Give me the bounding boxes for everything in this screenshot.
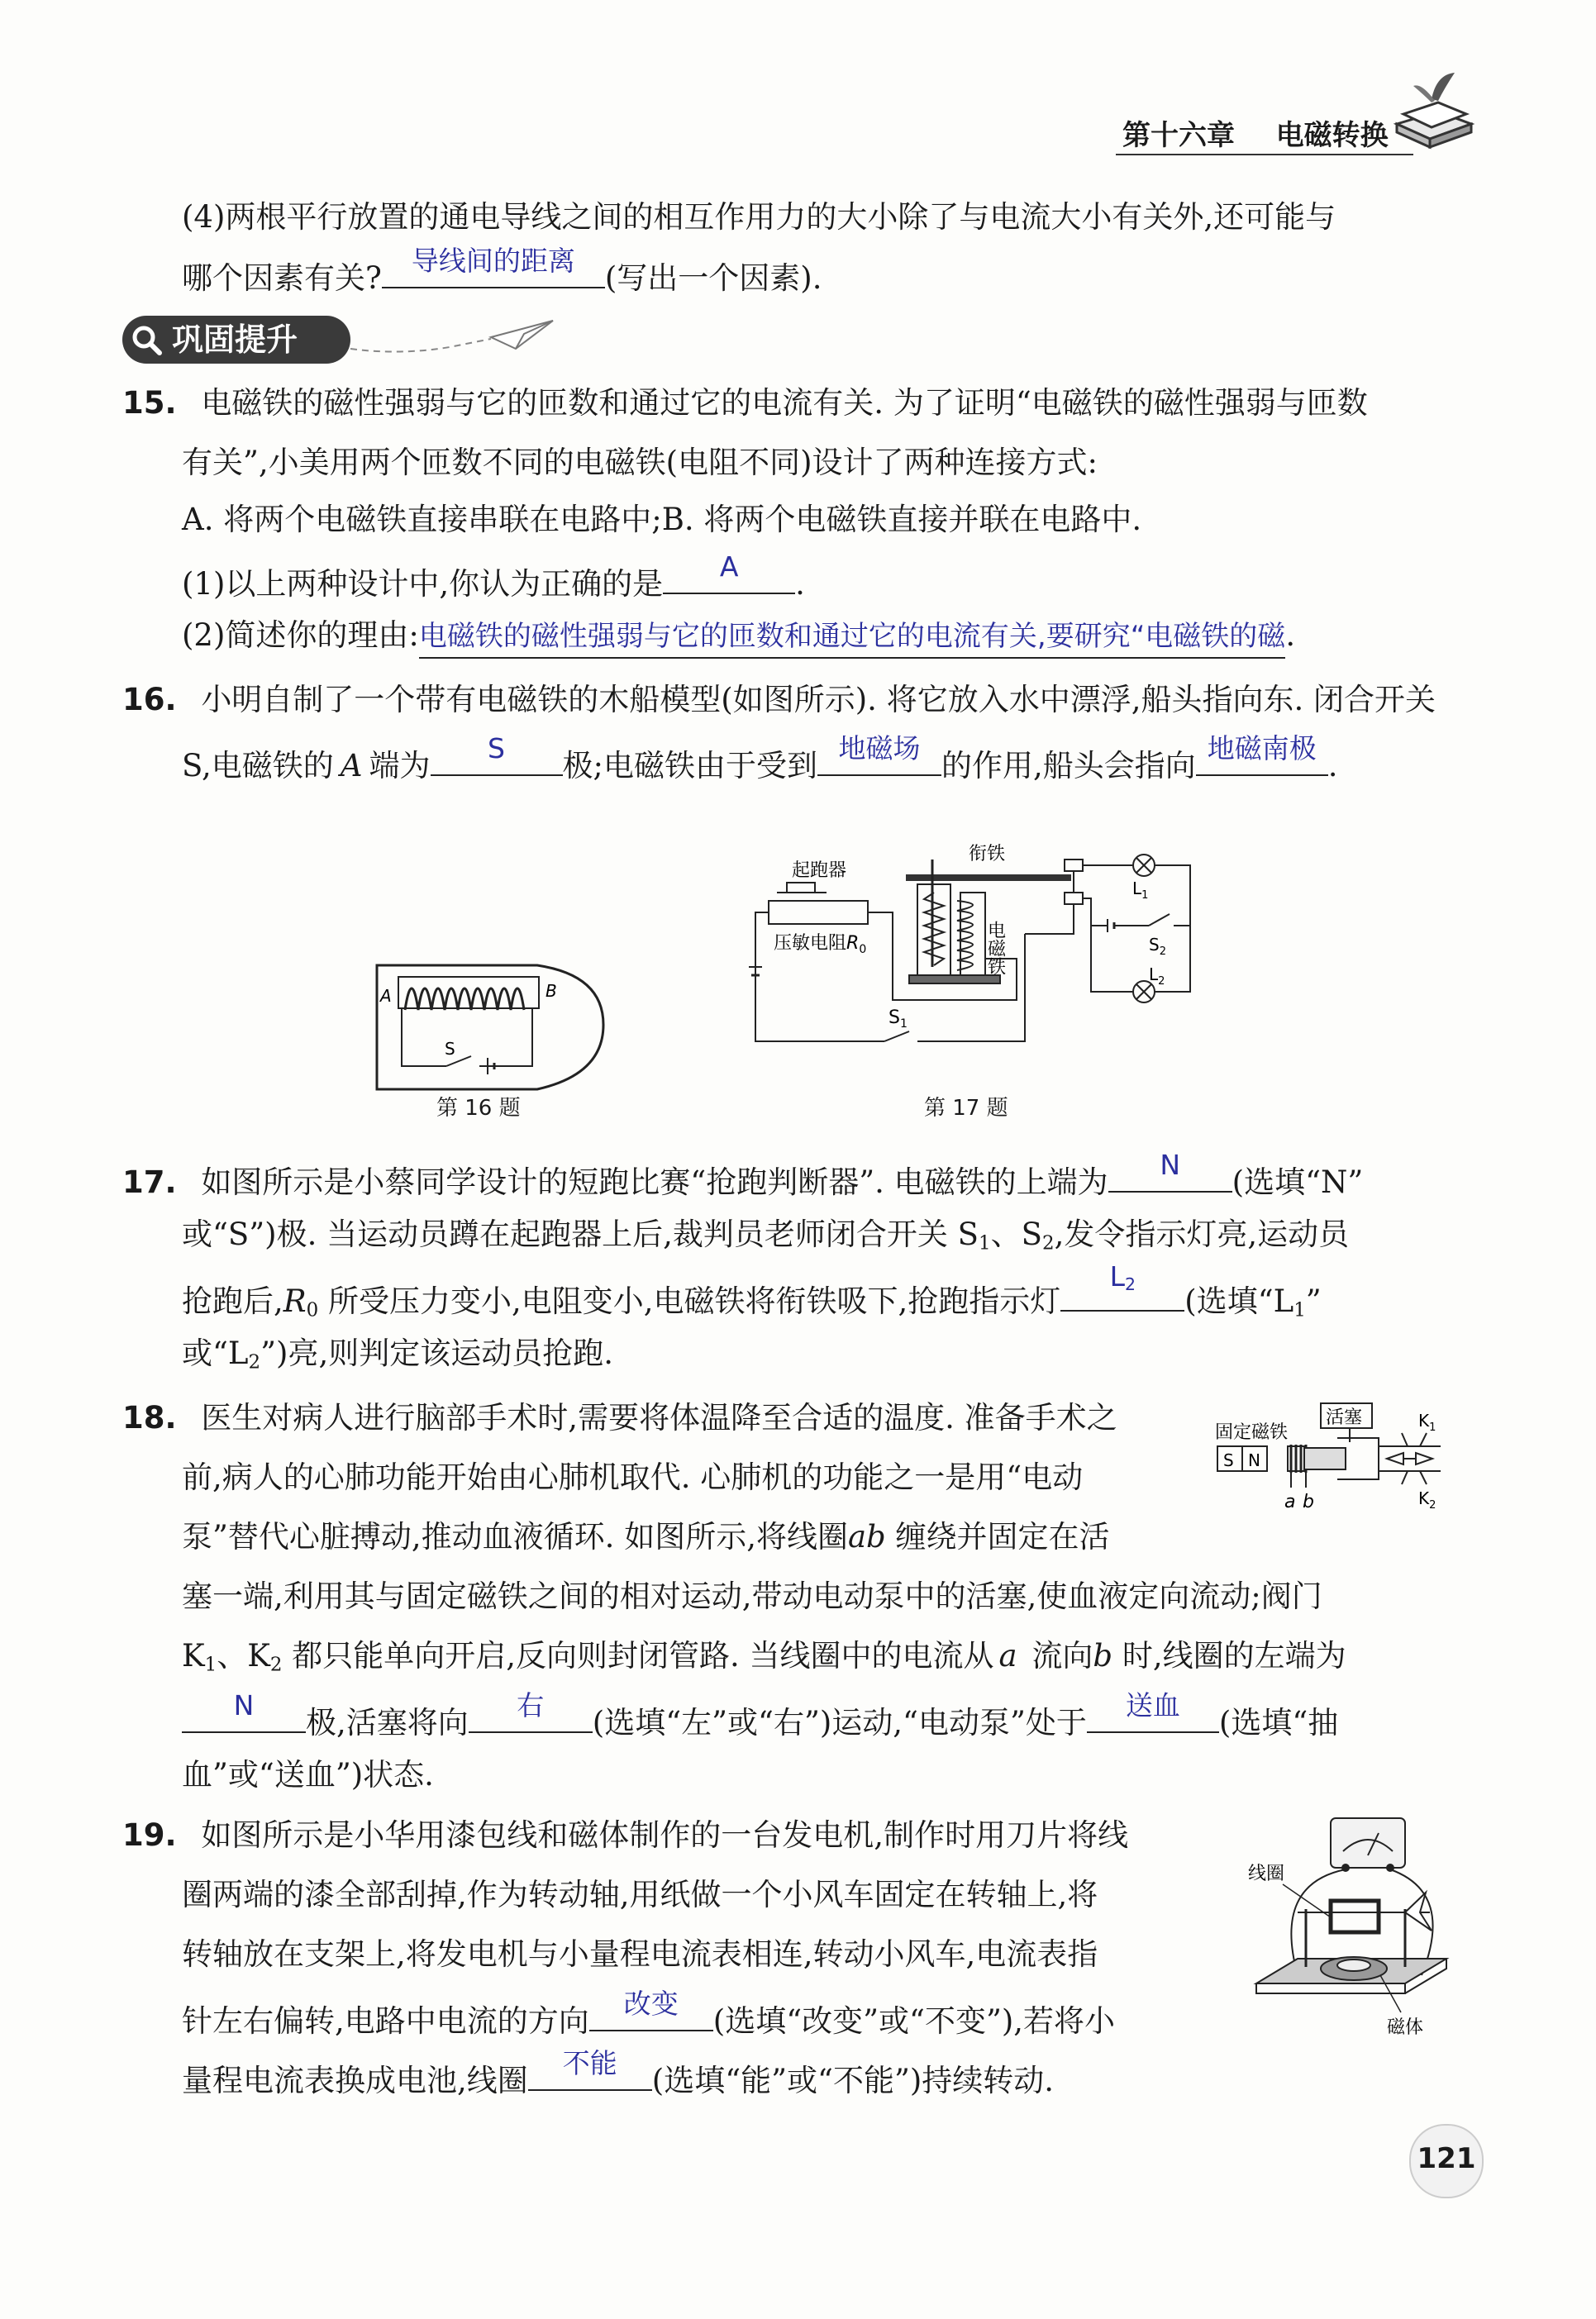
q18-text6b: (选填“左”或“右”)运动,“电动泵”处于 xyxy=(592,1705,1087,1740)
q18-answer3: 送血 xyxy=(1125,1689,1180,1721)
q19-text4-post: (选填“改变”或“不变”),若将小 xyxy=(712,2003,1116,2039)
fig17-s2 xyxy=(1149,935,1166,958)
q17-text3-end: ” xyxy=(1305,1283,1322,1319)
page-number-badge xyxy=(1409,2124,1484,2198)
q19-number: 19. xyxy=(122,1817,177,1853)
q18-text5-b: b xyxy=(1093,1638,1113,1674)
q18-answer1: N xyxy=(233,1689,255,1721)
q18-text3-pre: 泵”替代心脏搏动,推动血液循环. 如图所示,将线圈 xyxy=(182,1519,848,1555)
q18-line2 xyxy=(182,1457,1083,1498)
search-icon xyxy=(131,324,164,357)
q19-text5-post: (选填“能”或“不能”)持续转动. xyxy=(651,2063,1055,2098)
q18-text5-mid1: 、K xyxy=(217,1638,270,1674)
q14-text2-post: (写出一个因素). xyxy=(604,260,822,296)
fig18-n-label: N xyxy=(1248,1450,1260,1470)
fig17-l2 xyxy=(1149,964,1165,988)
fig18-k2 xyxy=(1418,1488,1436,1512)
q16-text2d: 的作用,船头会指向 xyxy=(941,748,1196,783)
q17-text2: 或“S”)极. 当运动员蹲在起跑器上后,裁判员老师闭合开关 S xyxy=(182,1217,979,1252)
q19-blank2 xyxy=(528,2047,652,2091)
fig16-label-b: B xyxy=(545,981,557,1001)
q19-answer1: 改变 xyxy=(623,1988,679,2020)
q16-blank2 xyxy=(817,732,941,776)
fig17-s1 xyxy=(889,1007,908,1031)
q17-line1 xyxy=(122,1149,1364,1203)
fig17-l1-sub: 1 xyxy=(1141,889,1149,902)
q17-number: 17. xyxy=(122,1164,177,1200)
q16-blank3 xyxy=(1196,732,1328,776)
q14-text1: (4)两根平行放置的通电导线之间的相互作用力的大小除了与电流大小有关外,还可能与 xyxy=(182,199,1336,235)
q17-blank1 xyxy=(1108,1149,1232,1193)
q18-text5-sub2: 2 xyxy=(269,1654,283,1676)
q19-line1 xyxy=(122,1815,1128,1856)
fig16-label-s: S xyxy=(445,1039,455,1059)
q16-text2c: 极;电磁铁由于受到 xyxy=(562,748,817,783)
q18-text4: 塞一端,利用其与固定磁铁之间的相对运动,带动电动泵中的活塞,使血液定向流动;阀门 xyxy=(182,1579,1322,1614)
q16-text2a: S,电磁铁的 xyxy=(182,748,334,783)
q16-answer2: 地磁场 xyxy=(838,732,921,764)
section-badge xyxy=(122,316,350,364)
q18-blank1 xyxy=(182,1689,306,1733)
q16-text2e: . xyxy=(1327,748,1338,783)
fig18-k1-text: K xyxy=(1418,1411,1430,1431)
fig17-s2-text: S xyxy=(1149,935,1160,955)
chapter-title: 电磁转换 xyxy=(1275,119,1389,152)
q17-line4 xyxy=(182,1333,613,1383)
q19-line5 xyxy=(182,2047,1055,2102)
figure-16-caption: 第 16 题 xyxy=(436,1096,521,1121)
q15-part2-text: (2)简述你的理由: xyxy=(182,617,419,653)
fig19-magnet-label: 磁体 xyxy=(1387,2017,1424,2038)
q17-text2-post: ,发令指示灯亮,运动员 xyxy=(1054,1217,1350,1252)
q18-blank3 xyxy=(1087,1689,1219,1733)
q19-answer2: 不能 xyxy=(562,2047,617,2079)
q15-part1-blank xyxy=(663,550,795,594)
q18-blank2 xyxy=(469,1689,593,1733)
fig17-s2-sub: 2 xyxy=(1159,945,1166,958)
fig17-s1-text: S xyxy=(889,1007,900,1028)
paper-plane-decoration xyxy=(350,314,557,364)
q17-text4-post: ”)亮,则判定该运动员抢跑. xyxy=(260,1336,613,1371)
q17-text3-r: R xyxy=(283,1283,307,1319)
q18-text5-sub1: 1 xyxy=(204,1654,217,1676)
fig18-k1 xyxy=(1418,1411,1436,1434)
q18-line6 xyxy=(182,1689,1339,1744)
q18-line7 xyxy=(182,1755,434,1796)
q16-answer1: S xyxy=(488,732,505,764)
section-title: 巩固提升 xyxy=(172,321,298,358)
q15-part1-end: . xyxy=(795,566,805,602)
q16-text1: 小明自制了一个带有电磁铁的木船模型(如图所示). 将它放入水中漂浮,船头指向东. 闭合开关 xyxy=(201,682,1436,717)
q14-answer-blank xyxy=(382,245,605,288)
q19-text2: 圈两端的漆全部刮掉,作为转动轴,用纸做一个小风车固定在转轴上,将 xyxy=(182,1877,1098,1912)
fig17-resistor-text: 压敏电阻 xyxy=(774,933,847,954)
q18-line4 xyxy=(182,1576,1322,1617)
q16-line1 xyxy=(122,679,1436,721)
q14-line2 xyxy=(182,245,822,299)
q18-number: 18. xyxy=(122,1400,177,1436)
q17-text2-mid: 、S xyxy=(990,1217,1042,1252)
fig18-k1-sub: 1 xyxy=(1429,1421,1436,1434)
fig17-starter: 起跑器 xyxy=(792,860,847,881)
q18-text2: 前,病人的心肺功能开始由心肺机取代. 心肺机的功能之一是用“电动 xyxy=(182,1459,1084,1495)
q15-text3: A. 将两个电磁铁直接串联在电路中;B. 将两个电磁铁直接并联在电路中. xyxy=(182,502,1142,537)
chapter-label xyxy=(1122,112,1389,153)
q18-text5-post: 时,线圈的左端为 xyxy=(1112,1638,1346,1674)
q17-text3-pre: 抢跑后, xyxy=(182,1283,283,1319)
q19-text3: 转轴放在支架上,将发电机与小量程电流表相连,转动小风车,电流表指 xyxy=(182,1936,1098,1972)
fig17-armature: 衔铁 xyxy=(969,844,1006,864)
q19-line3 xyxy=(182,1934,1098,1975)
fig17-electromagnet: 电磁铁 xyxy=(984,921,1006,975)
q15-number: 15. xyxy=(122,385,177,421)
q18-text6c: (选填“抽 xyxy=(1218,1705,1339,1740)
fig18-b-label: b xyxy=(1303,1492,1314,1512)
q17-text1: 如图所示是小蔡同学设计的短跑比赛“抢跑判断器”. 电磁铁的上端为 xyxy=(201,1164,1108,1200)
q19-line4 xyxy=(182,1988,1116,2042)
q15-text1: 电磁铁的磁性强弱与它的匝数和通过它的电流有关. 为了证明“电磁铁的磁性强弱与匝数 xyxy=(201,385,1368,421)
q17-text3-mid: 所受压力变小,电阻变小,电磁铁将衔铁吸下,抢跑指示灯 xyxy=(318,1283,1061,1319)
fig18-k2-sub: 2 xyxy=(1429,1499,1436,1512)
books-icon xyxy=(1389,66,1479,157)
q18-text5-mid2: 都只能单向开启,反向则封闭管路. 当线圈中的电流从 xyxy=(282,1638,994,1674)
q18-answer2: 右 xyxy=(517,1689,545,1721)
chapter-number: 第十六章 xyxy=(1122,119,1235,152)
q16-answer3: 地磁南极 xyxy=(1207,732,1317,764)
q16-line2 xyxy=(182,732,1338,787)
q17-text2-sub2: 2 xyxy=(1041,1232,1055,1255)
q15-text2: 有关”,小美用两个匝数不同的电磁铁(电阻不同)设计了两种连接方式: xyxy=(182,445,1098,480)
fig17-l2-sub: 2 xyxy=(1158,975,1165,988)
q17-text3-post: (选填“L xyxy=(1184,1283,1294,1319)
fig17-r0: R xyxy=(846,933,860,954)
fig17-r0-sub: 0 xyxy=(859,943,867,956)
q14-text2-pre: 哪个因素有关? xyxy=(182,260,382,296)
q17-answer2-text: L xyxy=(1109,1259,1125,1293)
q15-part1-answer: A xyxy=(719,550,739,583)
q19-blank1 xyxy=(589,1988,713,2031)
q15-part1-text: (1)以上两种设计中,你认为正确的是 xyxy=(182,566,664,602)
header-rule xyxy=(1116,154,1413,155)
fig18-magnet-label: 固定磁铁 xyxy=(1215,1422,1289,1443)
q15-line2 xyxy=(182,442,1098,483)
q17-text4-sub: 2 xyxy=(248,1351,261,1374)
q19-line2 xyxy=(182,1874,1098,1916)
q18-text5-pre: K xyxy=(182,1638,205,1674)
fig18-k2-text: K xyxy=(1418,1488,1430,1508)
q16-blank1 xyxy=(431,732,563,776)
q17-text3-l1sub: 1 xyxy=(1293,1299,1306,1321)
q18-text5-a: a xyxy=(998,1638,1017,1674)
fig18-piston-label: 活塞 xyxy=(1326,1407,1363,1428)
q15-part2 xyxy=(182,615,1295,659)
q18-text3-ab: ab xyxy=(847,1519,886,1555)
q17-blank2 xyxy=(1060,1259,1184,1312)
q15-part2-answer: 电磁铁的磁性强弱与它的匝数和通过它的电流有关,要研究“电磁铁的磁 xyxy=(419,616,1285,659)
q14-line1 xyxy=(182,197,1336,238)
fig17-s1-sub: 1 xyxy=(899,1017,908,1031)
q17-text4-pre: 或“L xyxy=(182,1336,249,1371)
fig17-l2-text: L xyxy=(1149,964,1159,984)
figure-16-boat xyxy=(372,959,612,1099)
fig19-coil-label: 线圈 xyxy=(1248,1864,1285,1884)
fig18-a-label: a xyxy=(1284,1492,1296,1512)
q16-text2b: 端为 xyxy=(369,748,431,783)
q17-answer2 xyxy=(1060,1256,1184,1305)
q18-text6a: 极,活塞将向 xyxy=(306,1705,469,1740)
q19-text5-pre: 量程电流表换成电池,线圈 xyxy=(182,2063,528,2098)
q16-end-a: A xyxy=(340,748,363,783)
q15-line1 xyxy=(122,383,1368,424)
q18-line3 xyxy=(182,1517,1109,1558)
q18-line1 xyxy=(122,1398,1117,1439)
q19-text4-pre: 针左右偏转,电路中电流的方向 xyxy=(182,2003,589,2039)
q19-text1: 如图所示是小华用漆包线和磁体制作的一台发电机,制作时用刀片将线 xyxy=(201,1817,1129,1853)
q17-text2-sub1: 1 xyxy=(979,1232,991,1255)
q15-line3 xyxy=(182,499,1141,540)
q17-line3 xyxy=(182,1259,1322,1331)
q18-text7: 血”或“送血”)状态. xyxy=(182,1757,434,1793)
figure-17-caption: 第 17 题 xyxy=(924,1096,1008,1121)
q17-answer2-sub: 2 xyxy=(1124,1274,1136,1294)
q17-text3-r-sub: 0 xyxy=(306,1299,319,1321)
q17-text1-post: (选填“N” xyxy=(1232,1164,1364,1200)
q17-answer1: N xyxy=(1160,1149,1181,1181)
q15-part2-end: . xyxy=(1285,617,1296,653)
figure-18-pump xyxy=(1213,1397,1461,1537)
fig17-l1-text: L xyxy=(1132,879,1142,898)
fig18-s-label: S xyxy=(1223,1450,1234,1470)
q14-answer: 导线间的距离 xyxy=(411,245,575,277)
page-number: 121 xyxy=(1417,2142,1476,2175)
q16-number: 16. xyxy=(122,682,177,717)
q18-line5 xyxy=(182,1636,1346,1686)
q18-text5-mid3: 流向 xyxy=(1022,1638,1093,1674)
q18-text1: 医生对病人进行脑部手术时,需要将体温降至合适的温度. 准备手术之 xyxy=(201,1400,1117,1436)
fig17-resistor xyxy=(774,933,866,956)
figure-19-generator xyxy=(1240,1810,1463,2050)
q15-part1 xyxy=(182,550,805,605)
fig17-l1 xyxy=(1132,879,1148,902)
q18-text3-post: 缠绕并固定在活 xyxy=(885,1519,1110,1555)
figure-17-circuit xyxy=(744,835,1207,1091)
fig16-label-a: A xyxy=(380,986,392,1006)
